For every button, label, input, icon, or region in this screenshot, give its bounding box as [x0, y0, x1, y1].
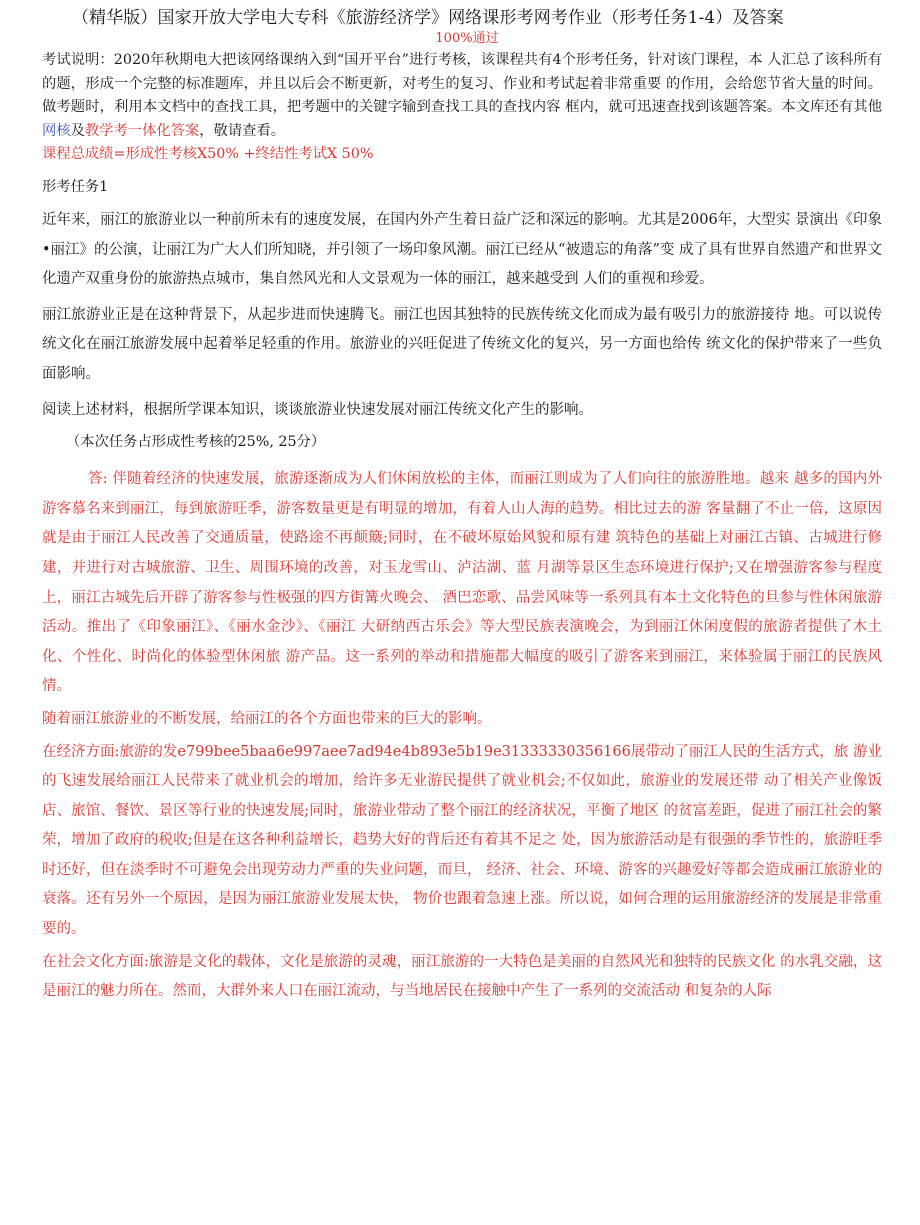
answer-paragraph: 随着丽江旅游业的不断发展，给丽江的各个方面也带来的巨大的影响。 [42, 710, 492, 727]
task-weight-note: （本次任务占形成性考核的25%, 25分） [66, 434, 326, 451]
pass-badge: 100%通过 [435, 31, 499, 46]
instructions-connector: 及 [70, 122, 85, 139]
question-prompt: 阅读上述材料，根据所学课本知识，谈谈旅游业快速发展对丽江传统文化产生的影响。 [42, 401, 593, 418]
instructions-closing: ，敬请查看。 [199, 122, 286, 139]
link-integrated-answers[interactable]: 教学考一体化答案 [84, 122, 200, 139]
exam-instructions [42, 49, 882, 143]
material-paragraph: 近年来，丽江的旅游业以一种前所未有的速度发展，在国内外产生着日益广泛和深远的影响。尤其是2006年，大型实 景演出《印象•丽江》的公演，让丽江为广大人们所知晓，并引领了一场印象风潮。丽江已经从“被遗忘的角落”变 成了具有世界自然遗产和世界文化遗产双重身份的旅游热点城市，集自然风光和人文景观为一体的丽江，越来越受到 人们的重视和珍爱。 [42, 212, 882, 288]
material-paragraph: 丽江旅游业正是在这种背景下，从起步进而快速腾飞。丽江也因其独特的民族传统文化而成为最有吸引力的旅游接待 地。可以说传统文化在丽江旅游发展中起着举足轻重的作用。旅游业的兴旺促进了传统文化的复兴，另一方面也给传 统文化的保护带来了一些负面影响。 [42, 306, 882, 382]
grade-formula: 课程总成绩=形成性考核X50% +终结性考试X 50% [42, 146, 374, 162]
answer-paragraph: 在社会文化方面:旅游是文化的载体，文化是旅游的灵魂，丽江旅游的一大特色是美丽的自然风光和独特的民族文化 的水乳交融，这是丽江的魅力所在。然而，大群外来人口在丽江流动，与当地居民在接触中产生了一系列的交流活动 和复杂的人际 [42, 953, 882, 1000]
answer-paragraph: 在经济方面:旅游的发e799bee5baa6e997aee7ad94e4b893e5b19e31333330356166展带动了丽江人民的生活方式，旅 游业的飞速发展给丽江人民带来了就业机会的增加，给许多无业游民提供了就业机会;不仅如此，旅游业的发展还带 动了相关产业像饭店、旅馆、餐饮、景区等行业的快速发展;同时，旅游业带动了整个丽江的经济状况，平衡了地区 的贫富差距，促进了丽江社会的繁荣，增加了政府的税收;但是在这各种利益增长，趋势大好的背后还有着其不足之 处，因为旅游活动是有很强的季节性的，旅游旺季时还好，但在淡季时不可避免会出现劳动力严重的失业问题，而旦， 经济、社会、环境、游客的兴趣爱好等都会造成丽江旅游业的衰落。还有另外一个原因，是因为丽江旅游业发展太快， 物价也跟着急速上涨。所以说，如何合理的运用旅游经济的发展是非常重要的。 [42, 743, 882, 938]
answer-label: 答: [88, 471, 108, 488]
answer-text: 伴随着经济的快速发展，旅游逐渐成为人们休闲放松的主体，而丽江则成为了人们向往的旅游胜地。越来 越多的国内外游客慕名来到丽江，每到旅游旺季，游客数量更是有明显的增加，有着人山人海的趋势。相比过去的游 客量翻了不止一倍，这原因就是由于丽江人民改善了交通质量，使路途不再颠簸;同时，在不破坏原始风貌和原有建 筑特色的基础上对丽江古镇、古城进行修建，并进行对古城旅游、卫生、周围环境的改善，对玉龙雪山、泸沽湖、蓝 月湖等景区生态环境进行保护;又在增强游客参与程度上，丽江古城先后开辟了游客参与性极强的四方街篝火晚会、 酒巴恋歌、品尝风味等一系列具有本土文化特色的旦参与性休闲旅游活动。推出了《印象丽江》、《丽水金沙》、《丽江 大研纳西古乐会》等大型民族表演晚会，为到丽江休闲度假的旅游者提供了木土化、个性化、时尚化的体验型休闲旅 游产品。这一系列的举动和措施都大幅度的吸引了游客来到丽江，来体验属于丽江的民族风情。 [42, 471, 883, 695]
section-heading: 形考任务1 [42, 179, 109, 195]
link-wanghe[interactable]: 网核 [42, 122, 71, 139]
document-title: （精华版）国家开放大学电大专科《旅游经济学》网络课形考网考作业（形考任务1-4）及答案 [72, 8, 784, 28]
answer-paragraph [42, 465, 882, 702]
instructions-text: 考试说明：2020年秋期电大把该网络课纳入到“国开平台”进行考核，该课程共有4个形考任务，针对该门课程，本 人汇总了该科所有的题，形成一个完整的标准题库，并且以后会不断更新，对考生的复习、作业和考试起着非常重要 的作用，会给您节省大量的时间。做考题时，利用本文档中的查找工具，把考题中的关键字输到查找工具的查找内容 框内，就可迅速查找到该题答案。本文库还有其他 [42, 52, 882, 115]
